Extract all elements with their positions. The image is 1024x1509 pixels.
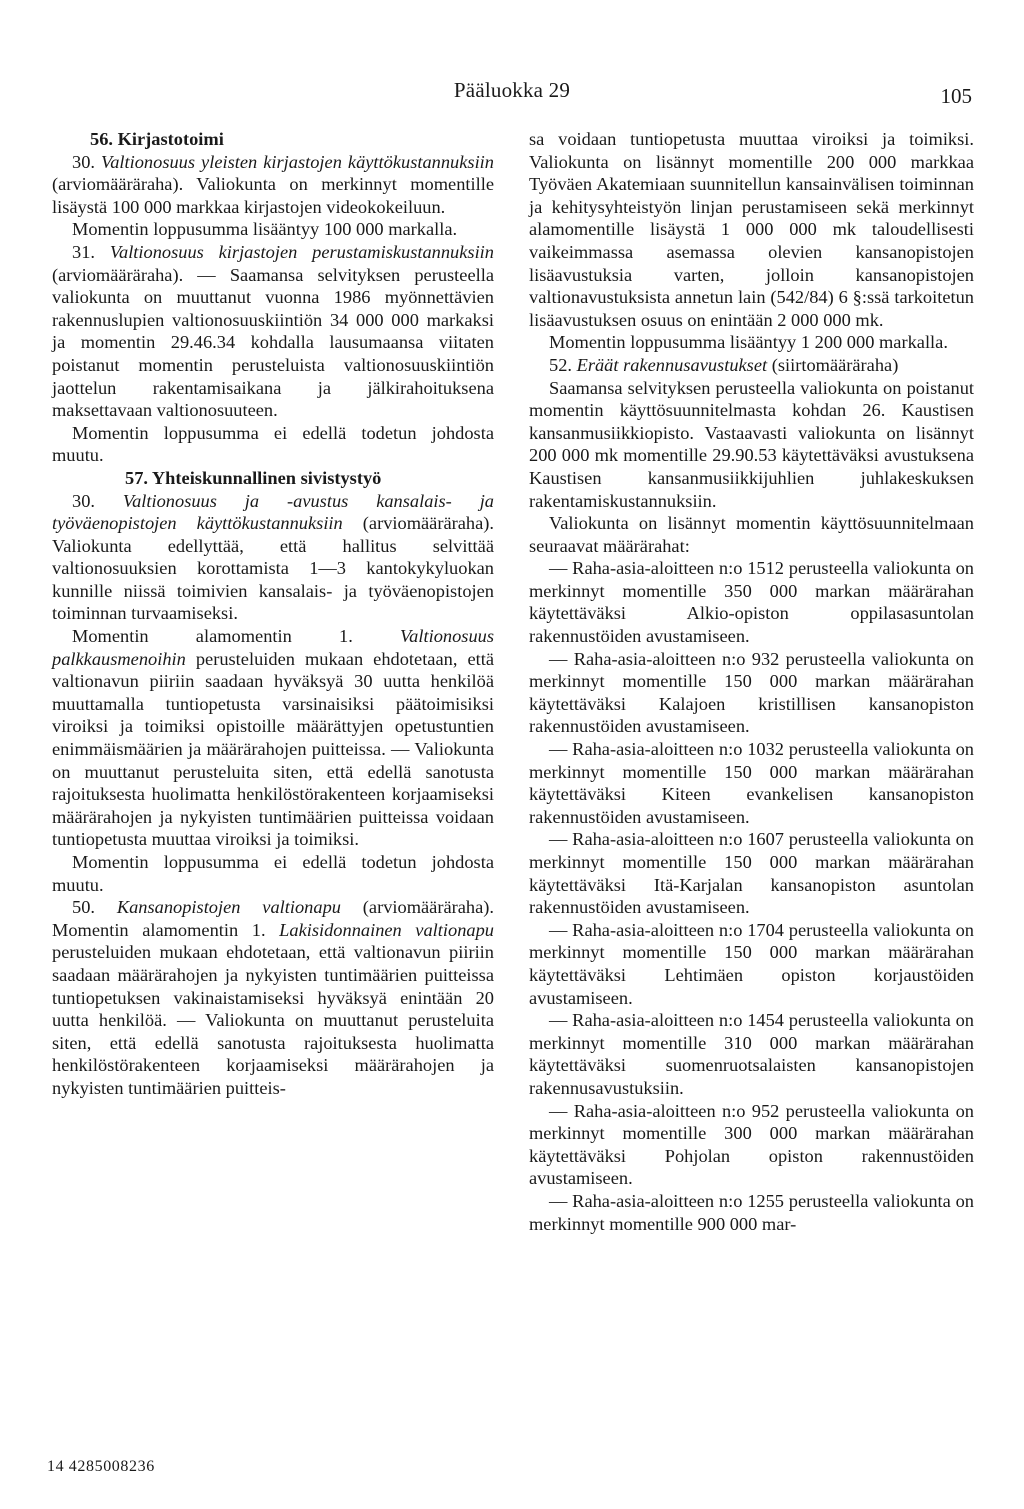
list-item: — Raha-asia-aloitteen n:o 1454 perusteella valiokunta on merkinnyt momentille 310 000 markan määrärahan käytettäväksi suomenruotsalaisten kansanopistojen rakennusavustuksiin.	[529, 1010, 974, 1098]
paragraph-52-text: Saamansa selvityksen perusteella valiokunta on poistanut momentin käyttösuunnitelmasta kohdan 26. Kaustisen kansanmusiikkiopisto. Vastaavasti valiokunta on lisännyt 200 000 mk momentille 29.90.53 käytettäväksi avustuksena Kaustisen kansanmusiikkijuhlien juhlakeskuksen rakentamiskustannuksiin.	[529, 377, 974, 511]
item-title: Valtionosuus kirjastojen perustamiskustannuksiin	[109, 241, 494, 262]
item-title: Kansanopistojen valtionapu	[116, 897, 341, 918]
item-text: (siirtomääräraha)	[767, 354, 899, 375]
item-number: 52.	[549, 354, 577, 375]
item-text: perusteluiden mukaan ehdotetaan, että valtionavun piiriin saadaan hyväksyä 30 uutta henkilöä muuttamalla tuntiopetusta varsinaisiksi päätoimisiksi viroiksi ja toimiksi opistoille määrättyjen opetustuntien enimmäismäärien ja määrärahojen puitteissa. — Valiokunta on muuttanut perusteluita siten, että edellä sanotusta rajoituksesta huolimatta henkilöstörakenteen korjaamiseksi määrärahojen ja nykyisten tuntimäärien puitteissa voidaan tuntiopetusta muuttaa viroiksi ja toimiksi.	[52, 648, 494, 850]
page-header-title: Pääluokka 29	[453, 78, 571, 102]
item-text: (arviomääräraha). — Saamansa selvityksen perusteella valiokunta on muuttanut vuonna 1986 myönnettävien rakennuslupien valtionosuuskiintiön 34 000 000 markaksi ja momentin 29.46.34 kohdalla lausumaansa viitaten poistanut momentin perusteluista valtionosuuskiintiön jaottelun rakentamisaikana ja jälkirahoituksena maksettavaan valtionosuuteen.	[52, 264, 494, 421]
paragraph-50	[52, 896, 494, 1099]
footer-code: 14 4285008236	[47, 1458, 155, 1475]
item-text: (arviomääräraha). Valiokunta edellyttää, että hallitus selvittää valtionosuuksien korottamista 1—3 kantokykyluokan kunnille niissä toimivien kansalais- ja työväenopistojen toiminnan turvaamiseksi.	[52, 513, 494, 624]
item-text: Momentin alamomentin 1.	[72, 626, 400, 647]
paragraph-sum: Momentin loppusumma lisääntyy 100 000 markalla.	[72, 219, 458, 240]
page-number: 105	[940, 84, 972, 108]
item-title: Eräät rakennusavustukset	[576, 354, 768, 375]
paragraph-57-30	[52, 490, 494, 626]
paragraph-alamomentti	[52, 625, 494, 851]
item-number: 50.	[72, 897, 117, 918]
paragraph-30	[52, 151, 494, 219]
paragraph-intro: Valiokunta on lisännyt momentin käyttösuunnitelmaan seuraavat määrärahat:	[529, 513, 974, 556]
list-item: — Raha-asia-aloitteen n:o 1512 perusteella valiokunta on merkinnyt momentille 350 000 markan määrärahan käytettäväksi Alkio-opiston oppilasasuntolan rakennustöiden avustamiseen.	[529, 558, 974, 647]
item-text: perusteluiden mukaan ehdotetaan, että valtionavun piiriin saadaan määrärahojen ja nykyisten tuntimäärien puitteissa tuntiopetuksen vakinaistamiseksi hyväksyä enintään 20 uutta henkilöä. — Valiokunta on muuttanut perusteluita siten, että edellä sanotusta rajoituksesta huolimatta henkilöstörakenteen korjaamiseksi määrärahojen ja nykyisten tuntimäärien puitteis-	[52, 942, 494, 1098]
right-column	[529, 128, 974, 1235]
list-item: — Raha-asia-aloitteen n:o 932 perusteella valiokunta on merkinnyt momentille 150 000 markan määrärahan käytettäväksi Kalajoen kristillisen kansanopiston rakennustöiden avustamiseen.	[529, 648, 974, 737]
item-title: Valtionosuus yleisten kirjastojen käyttökustannuksiin	[101, 151, 494, 172]
list-item: — Raha-asia-aloitteen n:o 952 perusteella valiokunta on merkinnyt momentille 300 000 markan määrärahan käytettäväksi Pohjolan opiston rakennustöiden avustamiseen.	[529, 1100, 974, 1189]
item-title: Valtionosuus ja -avustus kansalais- ja työväenopistojen käyttökustannuksiin	[52, 490, 494, 534]
paragraph-31	[52, 241, 494, 422]
paragraph-sum: Momentin loppusumma ei edellä todetun johdosta muutu.	[52, 422, 494, 466]
item-number: 31.	[72, 241, 110, 262]
list-item: — Raha-asia-aloitteen n:o 1255 perusteella valiokunta on merkinnyt momentille 900 000 mar-	[529, 1190, 974, 1234]
section-heading-56: 56. Kirjastotoimi	[90, 129, 224, 149]
item-title: Lakisidonnainen valtionapu	[279, 919, 494, 940]
paragraph-52	[529, 354, 974, 377]
list-item: — Raha-asia-aloitteen n:o 1032 perusteella valiokunta on merkinnyt momentille 150 000 markan määrärahan käytettäväksi Kiteen evankelisen kansanopiston rakennustöiden avustamiseen.	[529, 739, 974, 827]
item-title: Valtionosuus palkkausmenoihin	[52, 626, 494, 669]
paragraph-sum: Momentin loppusumma lisääntyy 1 200 000 markalla.	[549, 332, 948, 353]
item-number: 30.	[72, 151, 102, 172]
item-text: (arviomääräraha). Momentin alamomentin 1.	[52, 897, 494, 940]
list-item: — Raha-asia-aloitteen n:o 1704 perusteella valiokunta on merkinnyt momentille 150 000 markan määrärahan käytettäväksi Lehtimäen opiston korjaustöiden avustamiseen.	[529, 919, 974, 1008]
item-text: (arviomääräraha). Valiokunta on merkinnyt momentille lisäystä 100 000 markkaa kirjastojen videokokeiluun.	[52, 174, 494, 217]
left-column	[52, 128, 494, 1100]
paragraph-sum: Momentin loppusumma ei edellä todetun johdosta muutu.	[52, 852, 494, 895]
paragraph-continued: sa voidaan tuntiopetusta muuttaa viroiksi ja toimiksi. Valiokunta on lisännyt momentille 200 000 markkaa Työväen Akatemiaan suunnitellun kansainvälisen toiminnan ja kehitysyhteistyön linjan perustamiseen sekä merkinnyt alamomentille lisäystä 1 000 000 mk taloudellisesti vaikeimmassa asemassa olevien kansanopistojen lisäavustuksia varten, jolloin kansanopistojen valtionavustuksista annetun lain (542/84) 6 §:ssä tarkoitetun lisäavustuksen osuus on enintään 2 000 000 mk.	[529, 129, 974, 330]
list-item: — Raha-asia-aloitteen n:o 1607 perusteella valiokunta on merkinnyt momentille 150 000 markan määrärahan käytettäväksi Itä-Karjalan kansanopiston asuntolan rakennustöiden avustamiseen.	[529, 829, 974, 918]
section-heading-57: 57. Yhteiskunnallinen sivistystyö	[125, 467, 382, 488]
item-number: 30.	[72, 490, 123, 511]
